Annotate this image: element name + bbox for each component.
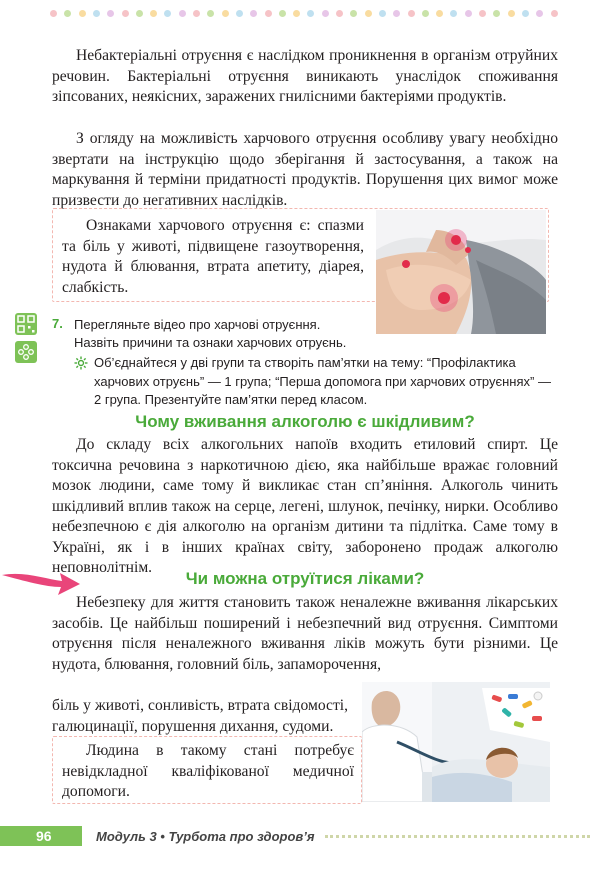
decorative-dot xyxy=(450,10,457,17)
heading-alcohol: Чому вживання алкоголю є шкідливим? xyxy=(135,412,475,431)
decorative-dot xyxy=(207,10,214,17)
decorative-dot xyxy=(479,10,486,17)
decorative-dot xyxy=(236,10,243,17)
paragraph-storage-instructions: З огляду на можливість харчового отруєння особливу увагу необхідно звертати на інструкцію щодо зберігання й застосування, а також на маркування й терміни придатності продуктів. Порушення цих вимог може призвести до негативних наслідків. xyxy=(52,130,558,209)
group-task-text: Об’єднайтеся у дві групи та створіть пам’ятки на тему: “Профілактика харчових отруєнь” — 1 група; “Перша допомога при харчових отруєннях” — 2 група. Презентуйте пам’ятки перед класом. xyxy=(94,355,551,407)
doctor-patient-photo xyxy=(362,682,550,802)
stomach-pain-photo xyxy=(376,210,546,334)
task-number: 7. xyxy=(52,316,63,331)
symptoms-text: Ознаками харчового отруєння є: спазми та біль у животі, підвищене газоутворення, нудота й блювання, втрата апетиту, діарея, слабкість. xyxy=(62,217,364,296)
decorative-dot xyxy=(322,10,329,17)
decorative-dot xyxy=(422,10,429,17)
decorative-dot xyxy=(179,10,186,17)
decorative-dot xyxy=(107,10,114,17)
decorative-dot xyxy=(493,10,500,17)
task-line-2: Назвіть причини та ознаки харчових отруєнь. xyxy=(74,335,347,350)
decorative-dot xyxy=(150,10,157,17)
paragraph-medicine-symptoms: біль у животі, сонливість, втрата свідомості, галюцинації, порушення дихання, судоми. xyxy=(52,697,348,735)
decorative-dot xyxy=(122,10,129,17)
decorative-dot xyxy=(508,10,515,17)
decorative-dot xyxy=(79,10,86,17)
module-title: Модуль 3 • Турбота про здоров’я xyxy=(96,829,315,844)
decorative-dot xyxy=(522,10,529,17)
page-footer xyxy=(0,812,600,878)
decorative-dot xyxy=(350,10,357,17)
decorative-dot xyxy=(465,10,472,17)
decorative-dot xyxy=(336,10,343,17)
decorative-dot xyxy=(222,10,229,17)
decorative-dot xyxy=(536,10,543,17)
decorative-dot xyxy=(136,10,143,17)
decorative-dot xyxy=(379,10,386,17)
decorative-dot xyxy=(408,10,415,17)
qr-code-icon xyxy=(14,312,38,336)
decorative-dot xyxy=(436,10,443,17)
task-line-1: Перегляньте відео про харчові отруєння. xyxy=(74,317,321,332)
paragraph-medicine: Небезпеку для життя становить також неналежне вживання лікарських засобів. Це найбільш поширений і небезпечний вид отруєння. Симптоми отруєння після неналежного вживання ліків можуть бути різними. Це нудота, блювання, головний біль, запаморочення, xyxy=(52,594,558,673)
decorative-dot xyxy=(307,10,314,17)
page-number: 96 xyxy=(36,828,52,844)
decorative-dot-strip xyxy=(50,10,560,18)
decorative-dot xyxy=(551,10,558,17)
decorative-dot xyxy=(393,10,400,17)
decorative-dot xyxy=(365,10,372,17)
footer-dotted-line xyxy=(325,835,590,838)
group-task-icon xyxy=(74,355,88,369)
paragraph-alcohol: До складу всіх алкогольних напоїв входить етиловий спирт. Це токсична речовина з наркотичною дією, яка найбільше вражає головний мозок людини, саме тому й викликає стан сп’яніння. Алкоголь чинить шкідливий вплив також на серце, легені, шлунок, печінку, нирки. Особливо небезпечною є дія алкоголю на організм дитини та підлітка. Саме тому в Україні, як і в інших країнах світу, заборонено продаж алкоголю неповнолітнім. xyxy=(52,436,558,576)
urgent-help-text: Людина в такому стані потребує невідкладної кваліфікованої медичної допомоги. xyxy=(62,742,354,800)
paragraph-nonbacterial: Небактеріальні отруєння є наслідком проникнення в організм отруйних речовин. Бактеріальні отруєння виникають унаслідок споживання зіпсованих, неякісних, заражених гнилісними бактеріями продуктів. xyxy=(52,47,558,105)
decorative-dot xyxy=(250,10,257,17)
group-work-icon xyxy=(14,340,38,364)
decorative-dot xyxy=(64,10,71,17)
decorative-dot xyxy=(164,10,171,17)
decorative-dot xyxy=(193,10,200,17)
decorative-dot xyxy=(93,10,100,17)
decorative-dot xyxy=(265,10,272,17)
decorative-dot xyxy=(279,10,286,17)
decorative-dot xyxy=(50,10,57,17)
decorative-dot xyxy=(293,10,300,17)
heading-medicine: Чи можна отруїтися ліками? xyxy=(185,569,425,588)
